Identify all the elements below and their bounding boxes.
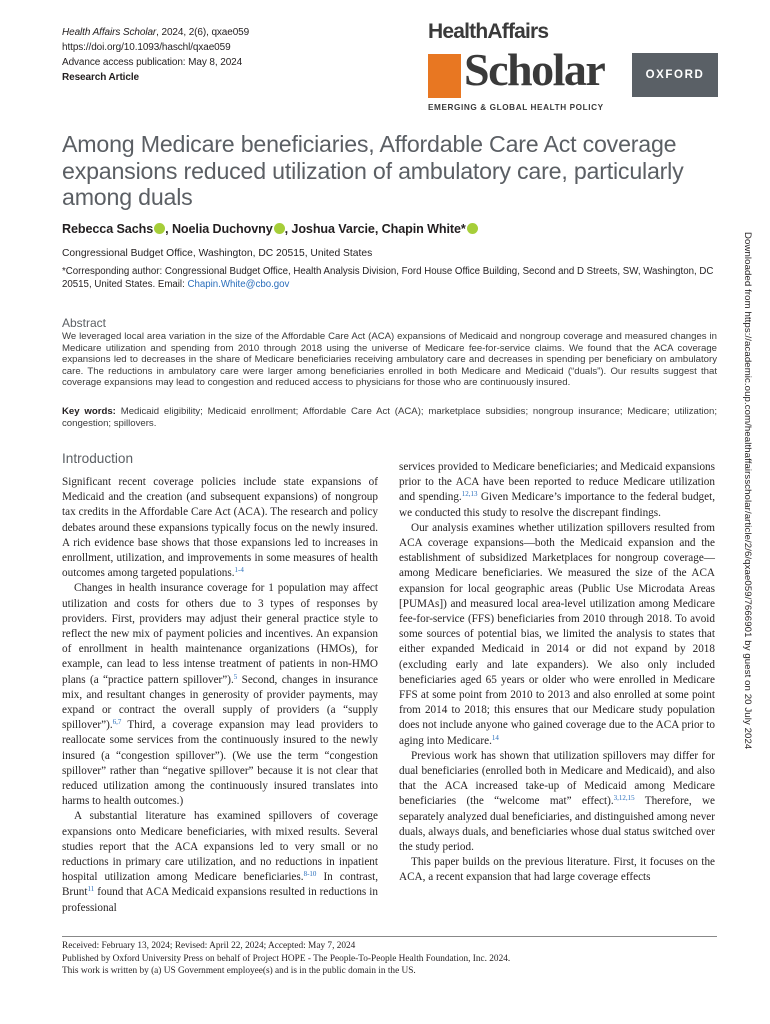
article-title: Among Medicare beneficiaries, Affordable Care Act coverage expansions reduced utilization of ambulatory care, particularly among duals [62, 131, 684, 210]
author-name[interactable]: Rebecca Sachs [62, 222, 154, 236]
reference-link[interactable]: 14 [491, 733, 499, 742]
footer-divider [62, 936, 717, 937]
reference-link[interactable]: 5 [233, 672, 238, 681]
orcid-icon[interactable] [274, 223, 285, 234]
received-dates: Received: February 13, 2024; Revised: April 22, 2024; Accepted: May 7, 2024 [62, 941, 356, 951]
journal-volume: , 2024, 2(6), qxae059 [156, 27, 250, 38]
journal-citation [62, 25, 249, 40]
orcid-icon[interactable] [154, 223, 165, 234]
article-meta [62, 25, 249, 85]
author-name[interactable]: Chapin White* [381, 222, 466, 236]
reference-link[interactable]: 3,12,15 [613, 794, 635, 803]
author-name[interactable]: Noelia Duchovny [171, 222, 273, 236]
article-footer [62, 940, 510, 978]
email-link[interactable]: Chapin.White@cbo.gov [187, 279, 290, 290]
left-column [62, 475, 378, 916]
corresponding-author [62, 265, 717, 291]
affiliation: Congressional Budget Office, Washington, DC 20515, United States [62, 248, 373, 259]
license-note: This work is written by (a) US Government employee(s) and is in the public domain in the US. [62, 966, 416, 977]
corresponding-text: *Corresponding author: Congressional Budget Office, Health Analysis Division, Ford House Office Building, Second and D Streets, SW, Washington, DC 20515, United States. Email: [62, 266, 714, 290]
reference-link[interactable]: 11 [87, 885, 95, 894]
paragraph: A substantial literature has examined spillovers of coverage expansions onto Medicare beneficiaries, with mixed results. Several studies report that the ACA expansions led to very small or no reductions in primary care utilization, and no reductions in inpatient hospital utilization among Medicare beneficiaries.$^{8-10}$ In contrast, Brunt$^{11}$ found that ACA Medicaid expansions resulted in reductions in professional [62, 810, 379, 914]
orcid-icon[interactable] [467, 223, 478, 234]
journal-name: Health Affairs Scholar [62, 27, 157, 38]
paragraph: Previous work has shown that utilization spillovers may differ for dual beneficiaries (enrolled both in Medicare and Medicaid), and also that the ACA increased take-up of Medicaid among Medicare beneficiaries (the “welcome mat” effect).$^{3,12,15}$ Therefore, we separately analyzed dual beneficiaries, and distinguished among never duals, always duals, and beneficiaries whose dual status switched over the study period. [399, 749, 715, 854]
logo-brand-main: Scholar [464, 44, 605, 95]
abstract-heading: Abstract [62, 316, 107, 330]
reference-link[interactable]: 12,13 [461, 490, 478, 499]
author-name[interactable]: Joshua Varcie [291, 222, 375, 236]
keywords [62, 406, 717, 429]
article-type: Research Article [62, 72, 139, 83]
paragraph: services provided to Medicare beneficiaries; and Medicaid expansions prior to the ACA have been reported to reduce Medicare utilization and spending.$^{12,13}$ Given Medicare’s importance to the federal budget, we conducted this study to resolve the discrepant findings. [399, 461, 715, 519]
logo-orange-block [428, 54, 461, 98]
right-column [399, 460, 715, 886]
reference-link[interactable]: 6,7 [112, 718, 122, 727]
publisher-note: Published by Oxford University Press on behalf of Project HOPE - The People-To-People Health Foundation, Inc. 2024. [62, 953, 511, 964]
author-list: Rebecca Sachs , Noelia Duchovny , Joshua Varcie, Chapin White* [62, 222, 478, 236]
paragraph: This paper builds on the previous literature. First, it focuses on the ACA, a recent expansion that had large coverage effects [399, 856, 715, 884]
advance-date: Advance access publication: May 8, 2024 [62, 57, 243, 68]
logo-tagline: EMERGING & GLOBAL HEALTH POLICY [428, 103, 604, 112]
doi-link[interactable]: https://doi.org/10.1093/haschl/qxae059 [62, 42, 231, 53]
reference-link[interactable]: 1-4 [234, 566, 244, 575]
download-watermark: Downloaded from https://academic.oup.com/healthaffairsscholar/article/2/6/qxae059/7666901 by guest on 20 July 2024 [742, 232, 753, 750]
publisher-logo: OXFORD [632, 53, 718, 97]
paragraph: Changes in health insurance coverage for 1 population may affect utilization and costs for others due to 3 types of responses by providers. First, providers may adjust their general practice style to reflect the new mix of payment policies and incentives. An expansion of enrollment in health maintenance organizations (HMOs), for example, can lead to less intense treatment of patients in non-HMO plans (a “practice pattern spillover”).$^5$ Second, changes in insurance mix, and resultant changes in generosity of provider payments, may expand or contract the overall supply of providers (a “supply spillover”).$^{6,7}$ Third, a coverage expansion may lead providers to reallocate some services from the continuously insured to the newly insured (a “congestion spillover”). (We use the term “congestion spillover” rather than “negative spillover” because it is not clear that reduced utilization among the continuously insured translates into harms to health outcomes.) [62, 582, 378, 808]
keywords-label: Key words: [62, 406, 116, 417]
paragraph: Our analysis examines whether utilization spillovers resulted from ACA coverage expansions—both the Medicaid expansion and the establishment of subsidized Marketplaces for nongroup coverage—among Medicare beneficiaries. We measured the size of the ACA expansion for local geographic areas (Public Use Microdata Areas [PUMAs]) and measured local area-level utilization among Medicare fee-for-service (FFS) beneficiaries from 2010 through 2018. To avoid some sources of potential bias, we limited the analysis to states that either expanded Medicaid in 2014 or did not expand by 2018 (excluding early and late expanders). We also only included beneficiaries aged 65 years or older who were enrolled in Medicare FFS at some point from 2010 to 2013 and also enrolled at some point from 2014 to 2018; this ensures that our Medicare study population does not include anyone who gained coverage due to the ACA prior to aging into Medicare.$^{14}$ [399, 521, 715, 747]
logo-brand-top: HealthAffairs [428, 20, 549, 43]
keywords-list: Medicaid eligibility; Medicaid enrollment; Affordable Care Act (ACA); marketplace subsidies; nongroup insurance; Medicare; utilization; congestion; spillovers. [62, 406, 717, 429]
reference-link[interactable]: 8-10 [303, 870, 317, 879]
intro-heading: Introduction [62, 451, 134, 466]
paragraph: Significant recent coverage policies include state expansions of Medicaid and the creation (and subsequent expansions) of nongroup tax credits in the Affordable Care Act (ACA). The research and policy debates around these expansions typically focus on the newly insured. A rich evidence base shows that those expansions led to increases in enrollment, utilization, and improvements in some measures of health outcomes among targeted populations.$^{1-4}$ [62, 476, 378, 580]
abstract-body: We leveraged local area variation in the size of the Affordable Care Act (ACA) expansions of Medicaid and nongroup coverage and measured changes in Medicare utilization and spending from 2010 through 2018 using the universe of Medicare fee-for-service claims. We found that the ACA coverage expansions led to decreases in the share of Medicare beneficiaries receiving ambulatory care and decreases in spending per beneficiary on ambulatory care. The reductions in ambulatory care were larger among beneficiaries enrolled in both Medicare and Medicaid (“duals”). Our results suggest that coverage expansions may lead to congestion and reduced access to physicians for those who are continuously insured. [62, 331, 717, 389]
